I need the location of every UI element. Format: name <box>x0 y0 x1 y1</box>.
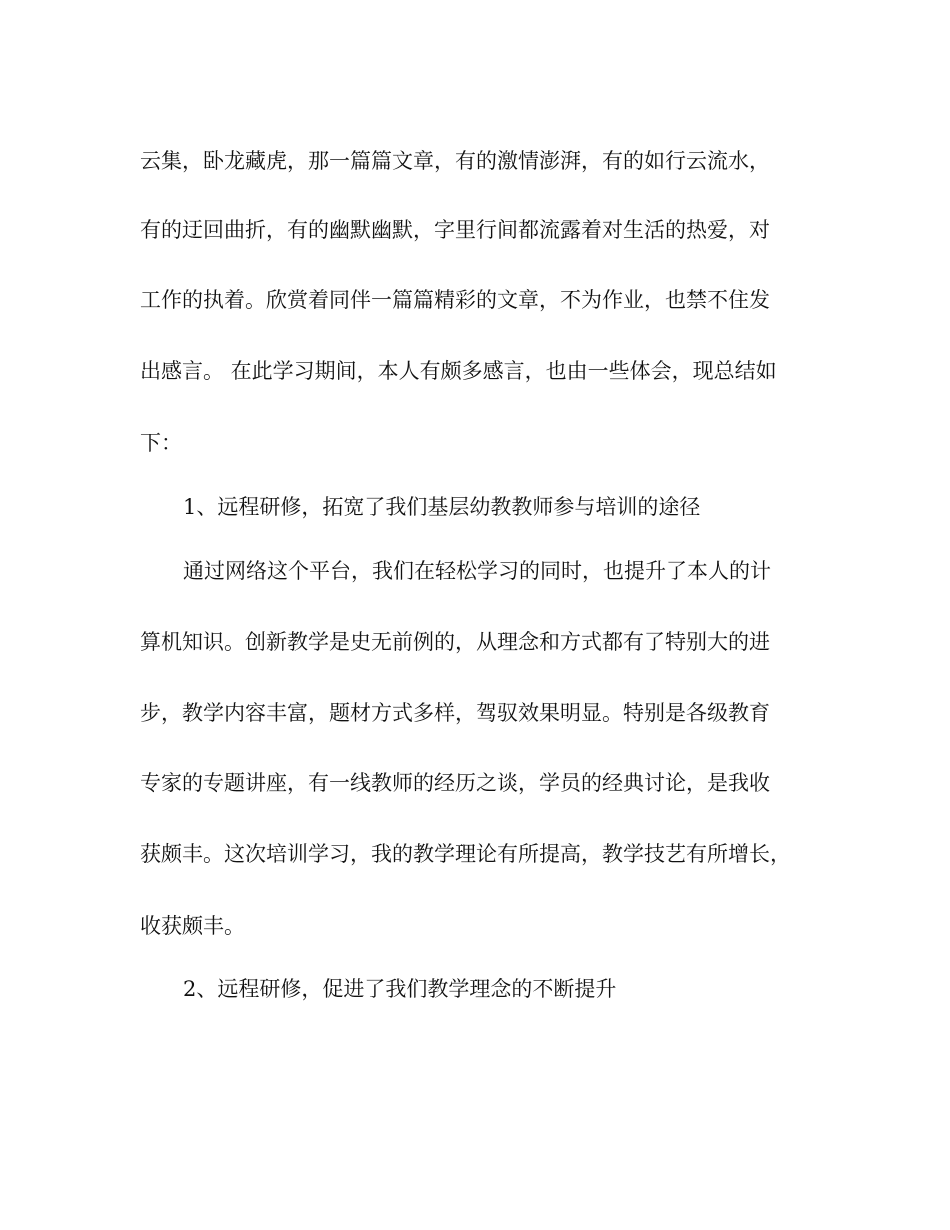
paragraph-line: 下： <box>140 431 182 455</box>
paragraph-line: 出感言。 在此学习期间，本人有颇多感言，也由一些体会，现总结如 <box>140 359 777 383</box>
paragraph-line: 算机知识。创新教学是史无前例的，从理念和方式都有了特别大的进 <box>140 630 770 654</box>
paragraph-line: 收获颇丰。 <box>140 914 245 938</box>
paragraph-line: 云集，卧龙藏虎，那一篇篇文章，有的激情澎湃，有的如行云流水， <box>140 149 770 173</box>
paragraph-line: 步，教学内容丰富，题材方式多样，驾驭效果明显。特别是各级教育 <box>140 701 770 725</box>
paragraph-line: 获颇丰。这次培训学习，我的教学理论有所提高，教学技艺有所增长， <box>140 842 791 866</box>
paragraph-line: 有的迂回曲折，有的幽默幽默，字里行间都流露着对生活的热爱，对 <box>140 218 770 242</box>
section-heading-2: 2、远程研修，促进了我们教学理念的不断提升 <box>183 977 617 1001</box>
paragraph-line: 工作的执着。欣赏着同伴一篇篇精彩的文章，不为作业，也禁不住发 <box>140 288 770 312</box>
paragraph-line: 通过网络这个平台，我们在轻松学习的同时，也提升了本人的计 <box>183 559 771 583</box>
section-heading-1: 1、远程研修，拓宽了我们基层幼教教师参与培训的途径 <box>183 495 701 519</box>
paragraph-line: 专家的专题讲座，有一线教师的经历之谈，学员的经典讨论，是我收 <box>140 771 770 795</box>
